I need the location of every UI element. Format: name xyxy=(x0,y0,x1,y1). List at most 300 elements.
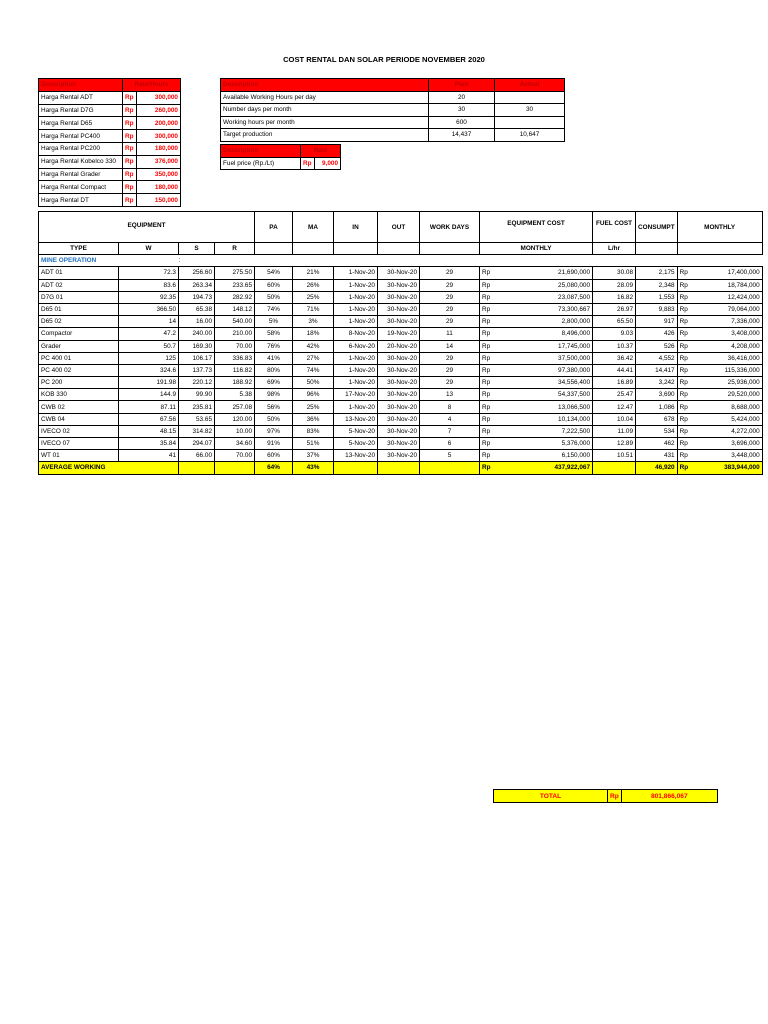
rate-row xyxy=(39,194,181,207)
actual-value: 10,647 xyxy=(495,129,565,142)
pa-value: 60% xyxy=(255,450,293,462)
out-date: 30-Nov-20 xyxy=(378,279,420,291)
work-days: 29 xyxy=(420,279,480,291)
monthly-currency: Rp xyxy=(677,413,722,425)
w-value: 191.98 xyxy=(119,377,179,389)
type-spacer xyxy=(79,303,119,315)
equipment-cost: 5,376,000 xyxy=(493,438,593,450)
table-row xyxy=(39,340,763,352)
monthly-value: 3,448,000 xyxy=(722,450,762,462)
monthly-value: 5,424,000 xyxy=(722,413,762,425)
out-date: 30-Nov-20 xyxy=(378,401,420,413)
page-title: COST RENTAL DAN SOLAR PERIODE NOVEMBER 2020 xyxy=(283,55,485,64)
s-value: 235.81 xyxy=(179,401,215,413)
plan-header-plan: Plan xyxy=(429,79,495,92)
type-spacer xyxy=(79,352,119,364)
monthly-value: 7,336,000 xyxy=(722,316,762,328)
cost-currency: Rp xyxy=(480,389,493,401)
out-date: 30-Nov-20 xyxy=(378,316,420,328)
fuel-lhr: 9.03 xyxy=(593,328,636,340)
table-row xyxy=(39,401,763,413)
work-days: 29 xyxy=(420,377,480,389)
r-value: 282.92 xyxy=(215,291,255,303)
plan-value: 14,437 xyxy=(429,129,495,142)
average-ma: 43% xyxy=(293,462,334,474)
header-ma: MA xyxy=(293,212,334,243)
total-label: TOTAL xyxy=(494,790,608,803)
header-equipment-cost: EQUIPMENT COST xyxy=(480,212,593,243)
type-spacer xyxy=(79,340,119,352)
s-value: 106.17 xyxy=(179,352,215,364)
r-value: 275.50 xyxy=(215,267,255,279)
table-row xyxy=(39,413,763,425)
consumpt: 1,553 xyxy=(636,291,678,303)
monthly-currency: Rp xyxy=(677,401,722,413)
header-r: R xyxy=(215,243,255,255)
ma-value: 36% xyxy=(293,413,334,425)
cost-currency: Rp xyxy=(480,328,493,340)
table-row xyxy=(39,279,763,291)
cost-currency: Rp xyxy=(480,291,493,303)
in-date: 5-Nov-20 xyxy=(334,425,378,437)
ma-value: 27% xyxy=(293,352,334,364)
equipment-cost: 8,496,000 xyxy=(493,328,593,340)
r-value: 257.08 xyxy=(215,401,255,413)
consumpt: 9,883 xyxy=(636,303,678,315)
type-spacer xyxy=(79,267,119,279)
fuel-lhr: 10.37 xyxy=(593,340,636,352)
work-days: 4 xyxy=(420,413,480,425)
plan-row xyxy=(221,116,565,129)
pa-value: 80% xyxy=(255,364,293,376)
table-row xyxy=(39,364,763,376)
equipment-cost: 21,690,000 xyxy=(493,267,593,279)
type-spacer xyxy=(79,450,119,462)
work-days: 29 xyxy=(420,352,480,364)
rate-currency: Rp xyxy=(123,194,137,207)
rate-value: 300,000 xyxy=(137,91,181,104)
equipment-type: IVECO 07 xyxy=(39,438,79,450)
consumpt: 917 xyxy=(636,316,678,328)
fuel-lhr: 36.42 xyxy=(593,352,636,364)
rental-rate-table xyxy=(38,78,181,207)
out-date: 30-Nov-20 xyxy=(378,438,420,450)
equipment-type: D7G 01 xyxy=(39,291,79,303)
rate-description: Harga Rental PC200 xyxy=(39,142,123,155)
in-date: 13-Nov-20 xyxy=(334,413,378,425)
w-value: 35.84 xyxy=(119,438,179,450)
table-row xyxy=(39,303,763,315)
consumpt: 4,552 xyxy=(636,352,678,364)
monthly-currency: Rp xyxy=(677,377,722,389)
w-value: 366.50 xyxy=(119,303,179,315)
equipment-type: PC 400 02 xyxy=(39,364,79,376)
cost-currency: Rp xyxy=(480,303,493,315)
actual-value xyxy=(495,91,565,104)
monthly-currency: Rp xyxy=(677,328,722,340)
ma-value: 3% xyxy=(293,316,334,328)
plan-description: Target production xyxy=(221,129,429,142)
rate-row xyxy=(39,142,181,155)
average-pa: 64% xyxy=(255,462,293,474)
s-value: 16.00 xyxy=(179,316,215,328)
equipment-type: ADT 01 xyxy=(39,267,79,279)
plan-value: 30 xyxy=(429,104,495,117)
equipment-type: IVECO 02 xyxy=(39,425,79,437)
equipment-type: Grader xyxy=(39,340,79,352)
type-spacer xyxy=(79,291,119,303)
header-fuel-cost: FUEL COST xyxy=(593,212,636,243)
rate-header-rate: Rate/Hours xyxy=(123,79,181,92)
r-value: 70.00 xyxy=(215,450,255,462)
rate-description: Harga Rental Kobelco 330 xyxy=(39,155,123,168)
out-date: 19-Nov-20 xyxy=(378,328,420,340)
out-date: 30-Nov-20 xyxy=(378,389,420,401)
work-days: 14 xyxy=(420,340,480,352)
in-date: 1-Nov-20 xyxy=(334,401,378,413)
monthly-currency: Rp xyxy=(677,279,722,291)
consumpt: 431 xyxy=(636,450,678,462)
average-days xyxy=(420,462,480,474)
equipment-type: ADT 02 xyxy=(39,279,79,291)
w-value: 50.7 xyxy=(119,340,179,352)
cost-currency: Rp xyxy=(480,352,493,364)
rate-currency: Rp xyxy=(123,91,137,104)
consumpt: 526 xyxy=(636,340,678,352)
s-value: 65.38 xyxy=(179,303,215,315)
cost-currency: Rp xyxy=(480,438,493,450)
type-spacer xyxy=(79,438,119,450)
rate-row xyxy=(39,181,181,194)
pa-value: 98% xyxy=(255,389,293,401)
monthly-value: 8,688,000 xyxy=(722,401,762,413)
rate-row xyxy=(39,168,181,181)
r-value: 210.00 xyxy=(215,328,255,340)
in-date: 1-Nov-20 xyxy=(334,279,378,291)
rate-value: 200,000 xyxy=(137,117,181,130)
consumpt: 14,417 xyxy=(636,364,678,376)
header-monthly: MONTHLY xyxy=(677,212,762,243)
in-date: 13-Nov-20 xyxy=(334,450,378,462)
equipment-cost: 73,300,667 xyxy=(493,303,593,315)
r-value: 34.60 xyxy=(215,438,255,450)
ma-value: 25% xyxy=(293,401,334,413)
rate-description: Harga Rental PC400 xyxy=(39,130,123,143)
monthly-currency: Rp xyxy=(677,340,722,352)
r-value: 148.12 xyxy=(215,303,255,315)
consumpt: 462 xyxy=(636,438,678,450)
w-value: 125 xyxy=(119,352,179,364)
consumpt: 1,086 xyxy=(636,401,678,413)
ma-value: 18% xyxy=(293,328,334,340)
out-date: 30-Nov-20 xyxy=(378,267,420,279)
equipment-cost: 6,150,000 xyxy=(493,450,593,462)
plan-row xyxy=(221,129,565,142)
monthly-value: 29,520,000 xyxy=(722,389,762,401)
s-value: 99.90 xyxy=(179,389,215,401)
table-row xyxy=(39,438,763,450)
rate-currency: Rp xyxy=(123,104,137,117)
rate-row xyxy=(39,117,181,130)
pa-value: 76% xyxy=(255,340,293,352)
ma-value: 74% xyxy=(293,364,334,376)
pa-value: 50% xyxy=(255,413,293,425)
cost-currency: Rp xyxy=(480,279,493,291)
header-cost-monthly: MONTHLY xyxy=(480,243,593,255)
in-date: 1-Nov-20 xyxy=(334,291,378,303)
equipment-type: PC 200 xyxy=(39,377,79,389)
w-value: 41 xyxy=(119,450,179,462)
work-days: 29 xyxy=(420,364,480,376)
cost-currency: Rp xyxy=(480,267,493,279)
fuel-lhr: 12.47 xyxy=(593,401,636,413)
monthly-currency: Rp xyxy=(677,316,722,328)
cost-currency: Rp xyxy=(480,425,493,437)
cost-currency: Rp xyxy=(480,316,493,328)
type-spacer xyxy=(79,316,119,328)
monthly-currency: Rp xyxy=(677,450,722,462)
monthly-currency: Rp xyxy=(677,291,722,303)
r-value: 233.65 xyxy=(215,279,255,291)
equipment-cost: 10,134,000 xyxy=(493,413,593,425)
consumpt: 3,242 xyxy=(636,377,678,389)
fuel-currency: Rp xyxy=(301,157,315,170)
w-value: 72.3 xyxy=(119,267,179,279)
equipment-cost: 13,066,500 xyxy=(493,401,593,413)
table-row xyxy=(39,377,763,389)
equipment-cost: 34,556,400 xyxy=(493,377,593,389)
s-value: 53.65 xyxy=(179,413,215,425)
table-row xyxy=(39,389,763,401)
average-working-row xyxy=(39,462,763,474)
w-value: 92.35 xyxy=(119,291,179,303)
cost-currency: Rp xyxy=(480,401,493,413)
rate-description: Harga Rental D7G xyxy=(39,104,123,117)
w-value: 47.2 xyxy=(119,328,179,340)
work-days: 29 xyxy=(420,267,480,279)
work-days: 29 xyxy=(420,291,480,303)
monthly-currency: Rp xyxy=(677,352,722,364)
work-days: 7 xyxy=(420,425,480,437)
work-days: 5 xyxy=(420,450,480,462)
pa-value: 58% xyxy=(255,328,293,340)
equipment-type: CWB 04 xyxy=(39,413,79,425)
work-days: 11 xyxy=(420,328,480,340)
rate-header-description: Description xyxy=(39,79,123,92)
rate-value: 180,000 xyxy=(137,142,181,155)
fuel-description: Fuel price (Rp./Lt) xyxy=(221,157,301,170)
cost-currency: Rp xyxy=(480,413,493,425)
monthly-value: 3,696,000 xyxy=(722,438,762,450)
r-value: 116.82 xyxy=(215,364,255,376)
equipment-cost: 17,745,000 xyxy=(493,340,593,352)
average-monthly-currency: Rp xyxy=(677,462,722,474)
consumpt: 678 xyxy=(636,413,678,425)
fuel-lhr: 10.04 xyxy=(593,413,636,425)
w-value: 67.56 xyxy=(119,413,179,425)
fuel-header-rate: Rate xyxy=(301,145,341,158)
out-date: 30-Nov-20 xyxy=(378,291,420,303)
in-date: 1-Nov-20 xyxy=(334,267,378,279)
rate-value: 180,000 xyxy=(137,181,181,194)
fuel-lhr: 28.09 xyxy=(593,279,636,291)
s-value: 194.73 xyxy=(179,291,215,303)
pa-value: 97% xyxy=(255,425,293,437)
ma-value: 26% xyxy=(293,279,334,291)
monthly-currency: Rp xyxy=(677,267,722,279)
plan-header-description: Description xyxy=(221,79,429,92)
average-label: AVERAGE WORKING xyxy=(39,462,179,474)
in-date: 1-Nov-20 xyxy=(334,303,378,315)
type-spacer xyxy=(79,425,119,437)
out-date: 30-Nov-20 xyxy=(378,352,420,364)
rate-currency: Rp xyxy=(123,168,137,181)
w-value: 324.6 xyxy=(119,364,179,376)
consumpt: 3,690 xyxy=(636,389,678,401)
equipment-type: WT 01 xyxy=(39,450,79,462)
rate-value: 260,000 xyxy=(137,104,181,117)
monthly-value: 3,408,000 xyxy=(722,328,762,340)
type-spacer xyxy=(79,401,119,413)
s-value: 294.07 xyxy=(179,438,215,450)
actual-value: 30 xyxy=(495,104,565,117)
fuel-rate: 9,000 xyxy=(315,157,341,170)
monthly-currency: Rp xyxy=(677,389,722,401)
table-row xyxy=(39,450,763,462)
out-date: 30-Nov-20 xyxy=(378,450,420,462)
header-s: S xyxy=(179,243,215,255)
header-consumpt: CONSUMPT xyxy=(636,212,678,243)
s-value: 137.73 xyxy=(179,364,215,376)
equipment-type: D65 01 xyxy=(39,303,79,315)
equipment-cost: 37,500,000 xyxy=(493,352,593,364)
monthly-currency: Rp xyxy=(677,425,722,437)
pa-value: 74% xyxy=(255,303,293,315)
work-days: 6 xyxy=(420,438,480,450)
type-spacer xyxy=(79,364,119,376)
header-type: TYPE xyxy=(39,243,119,255)
out-date: 30-Nov-20 xyxy=(378,413,420,425)
ma-value: 37% xyxy=(293,450,334,462)
equipment-type: CWB 02 xyxy=(39,401,79,413)
plan-description: Available Working Hours per day xyxy=(221,91,429,104)
equipment-cost: 23,087,500 xyxy=(493,291,593,303)
fuel-lhr: 16.82 xyxy=(593,291,636,303)
s-value: 263.34 xyxy=(179,279,215,291)
average-monthly: 383,944,000 xyxy=(722,462,762,474)
fuel-lhr: 12.89 xyxy=(593,438,636,450)
table-row xyxy=(39,316,763,328)
out-date: 30-Nov-20 xyxy=(378,425,420,437)
out-date: 30-Nov-20 xyxy=(378,364,420,376)
r-value: 120.00 xyxy=(215,413,255,425)
header-out: OUT xyxy=(378,212,420,243)
rate-currency: Rp xyxy=(123,142,137,155)
ma-value: 96% xyxy=(293,389,334,401)
s-value: 240.00 xyxy=(179,328,215,340)
rate-description: Harga Rental ADT xyxy=(39,91,123,104)
table-row xyxy=(39,328,763,340)
grand-total-table xyxy=(493,789,718,803)
s-value: 314.82 xyxy=(179,425,215,437)
monthly-currency: Rp xyxy=(677,364,722,376)
type-spacer xyxy=(79,279,119,291)
work-days: 13 xyxy=(420,389,480,401)
rate-row xyxy=(39,104,181,117)
type-spacer xyxy=(79,413,119,425)
consumpt: 2,175 xyxy=(636,267,678,279)
average-out xyxy=(378,462,420,474)
plan-row xyxy=(221,91,565,104)
ma-value: 71% xyxy=(293,303,334,315)
section-mine-operation: MINE OPERATION xyxy=(39,255,179,267)
fuel-price-table xyxy=(220,144,341,170)
equipment-cost: 7,222,500 xyxy=(493,425,593,437)
rate-description: Harga Rental D65 xyxy=(39,117,123,130)
equipment-type: D65 02 xyxy=(39,316,79,328)
equipment-cost: 25,080,000 xyxy=(493,279,593,291)
average-r xyxy=(215,462,255,474)
rate-row xyxy=(39,155,181,168)
cost-currency: Rp xyxy=(480,377,493,389)
plan-description: Working hours per month xyxy=(221,116,429,129)
rate-value: 350,000 xyxy=(137,168,181,181)
w-value: 87.11 xyxy=(119,401,179,413)
fuel-lhr: 65.50 xyxy=(593,316,636,328)
pa-value: 91% xyxy=(255,438,293,450)
table-row xyxy=(39,291,763,303)
fuel-lhr: 44.41 xyxy=(593,364,636,376)
rate-value: 150,000 xyxy=(137,194,181,207)
fuel-lhr: 26.97 xyxy=(593,303,636,315)
consumpt: 426 xyxy=(636,328,678,340)
type-spacer xyxy=(79,389,119,401)
rate-row xyxy=(39,91,181,104)
average-cost-currency: Rp xyxy=(480,462,493,474)
equipment-cost: 2,800,000 xyxy=(493,316,593,328)
table-row xyxy=(39,267,763,279)
plan-header-actual: Actual xyxy=(495,79,565,92)
equipment-type: PC 400 01 xyxy=(39,352,79,364)
monthly-value: 17,400,000 xyxy=(722,267,762,279)
plan-value: 20 xyxy=(429,91,495,104)
out-date: 30-Nov-20 xyxy=(378,377,420,389)
rate-currency: Rp xyxy=(123,155,137,168)
monthly-value: 4,208,000 xyxy=(722,340,762,352)
rate-description: Harga Rental DT xyxy=(39,194,123,207)
monthly-value: 12,424,000 xyxy=(722,291,762,303)
r-value: 70.00 xyxy=(215,340,255,352)
monthly-value: 36,416,000 xyxy=(722,352,762,364)
cost-currency: Rp xyxy=(480,364,493,376)
fuel-header-description: Description xyxy=(221,145,301,158)
r-value: 540.00 xyxy=(215,316,255,328)
s-value: 220.12 xyxy=(179,377,215,389)
s-value: 66.00 xyxy=(179,450,215,462)
work-days: 29 xyxy=(420,316,480,328)
r-value: 10.00 xyxy=(215,425,255,437)
r-value: 5.38 xyxy=(215,389,255,401)
ma-value: 51% xyxy=(293,438,334,450)
rate-currency: Rp xyxy=(123,130,137,143)
pa-value: 41% xyxy=(255,352,293,364)
plan-row xyxy=(221,104,565,117)
equipment-cost: 97,380,000 xyxy=(493,364,593,376)
fuel-lhr: 10.51 xyxy=(593,450,636,462)
header-pa: PA xyxy=(255,212,293,243)
w-value: 14 xyxy=(119,316,179,328)
in-date: 6-Nov-20 xyxy=(334,340,378,352)
